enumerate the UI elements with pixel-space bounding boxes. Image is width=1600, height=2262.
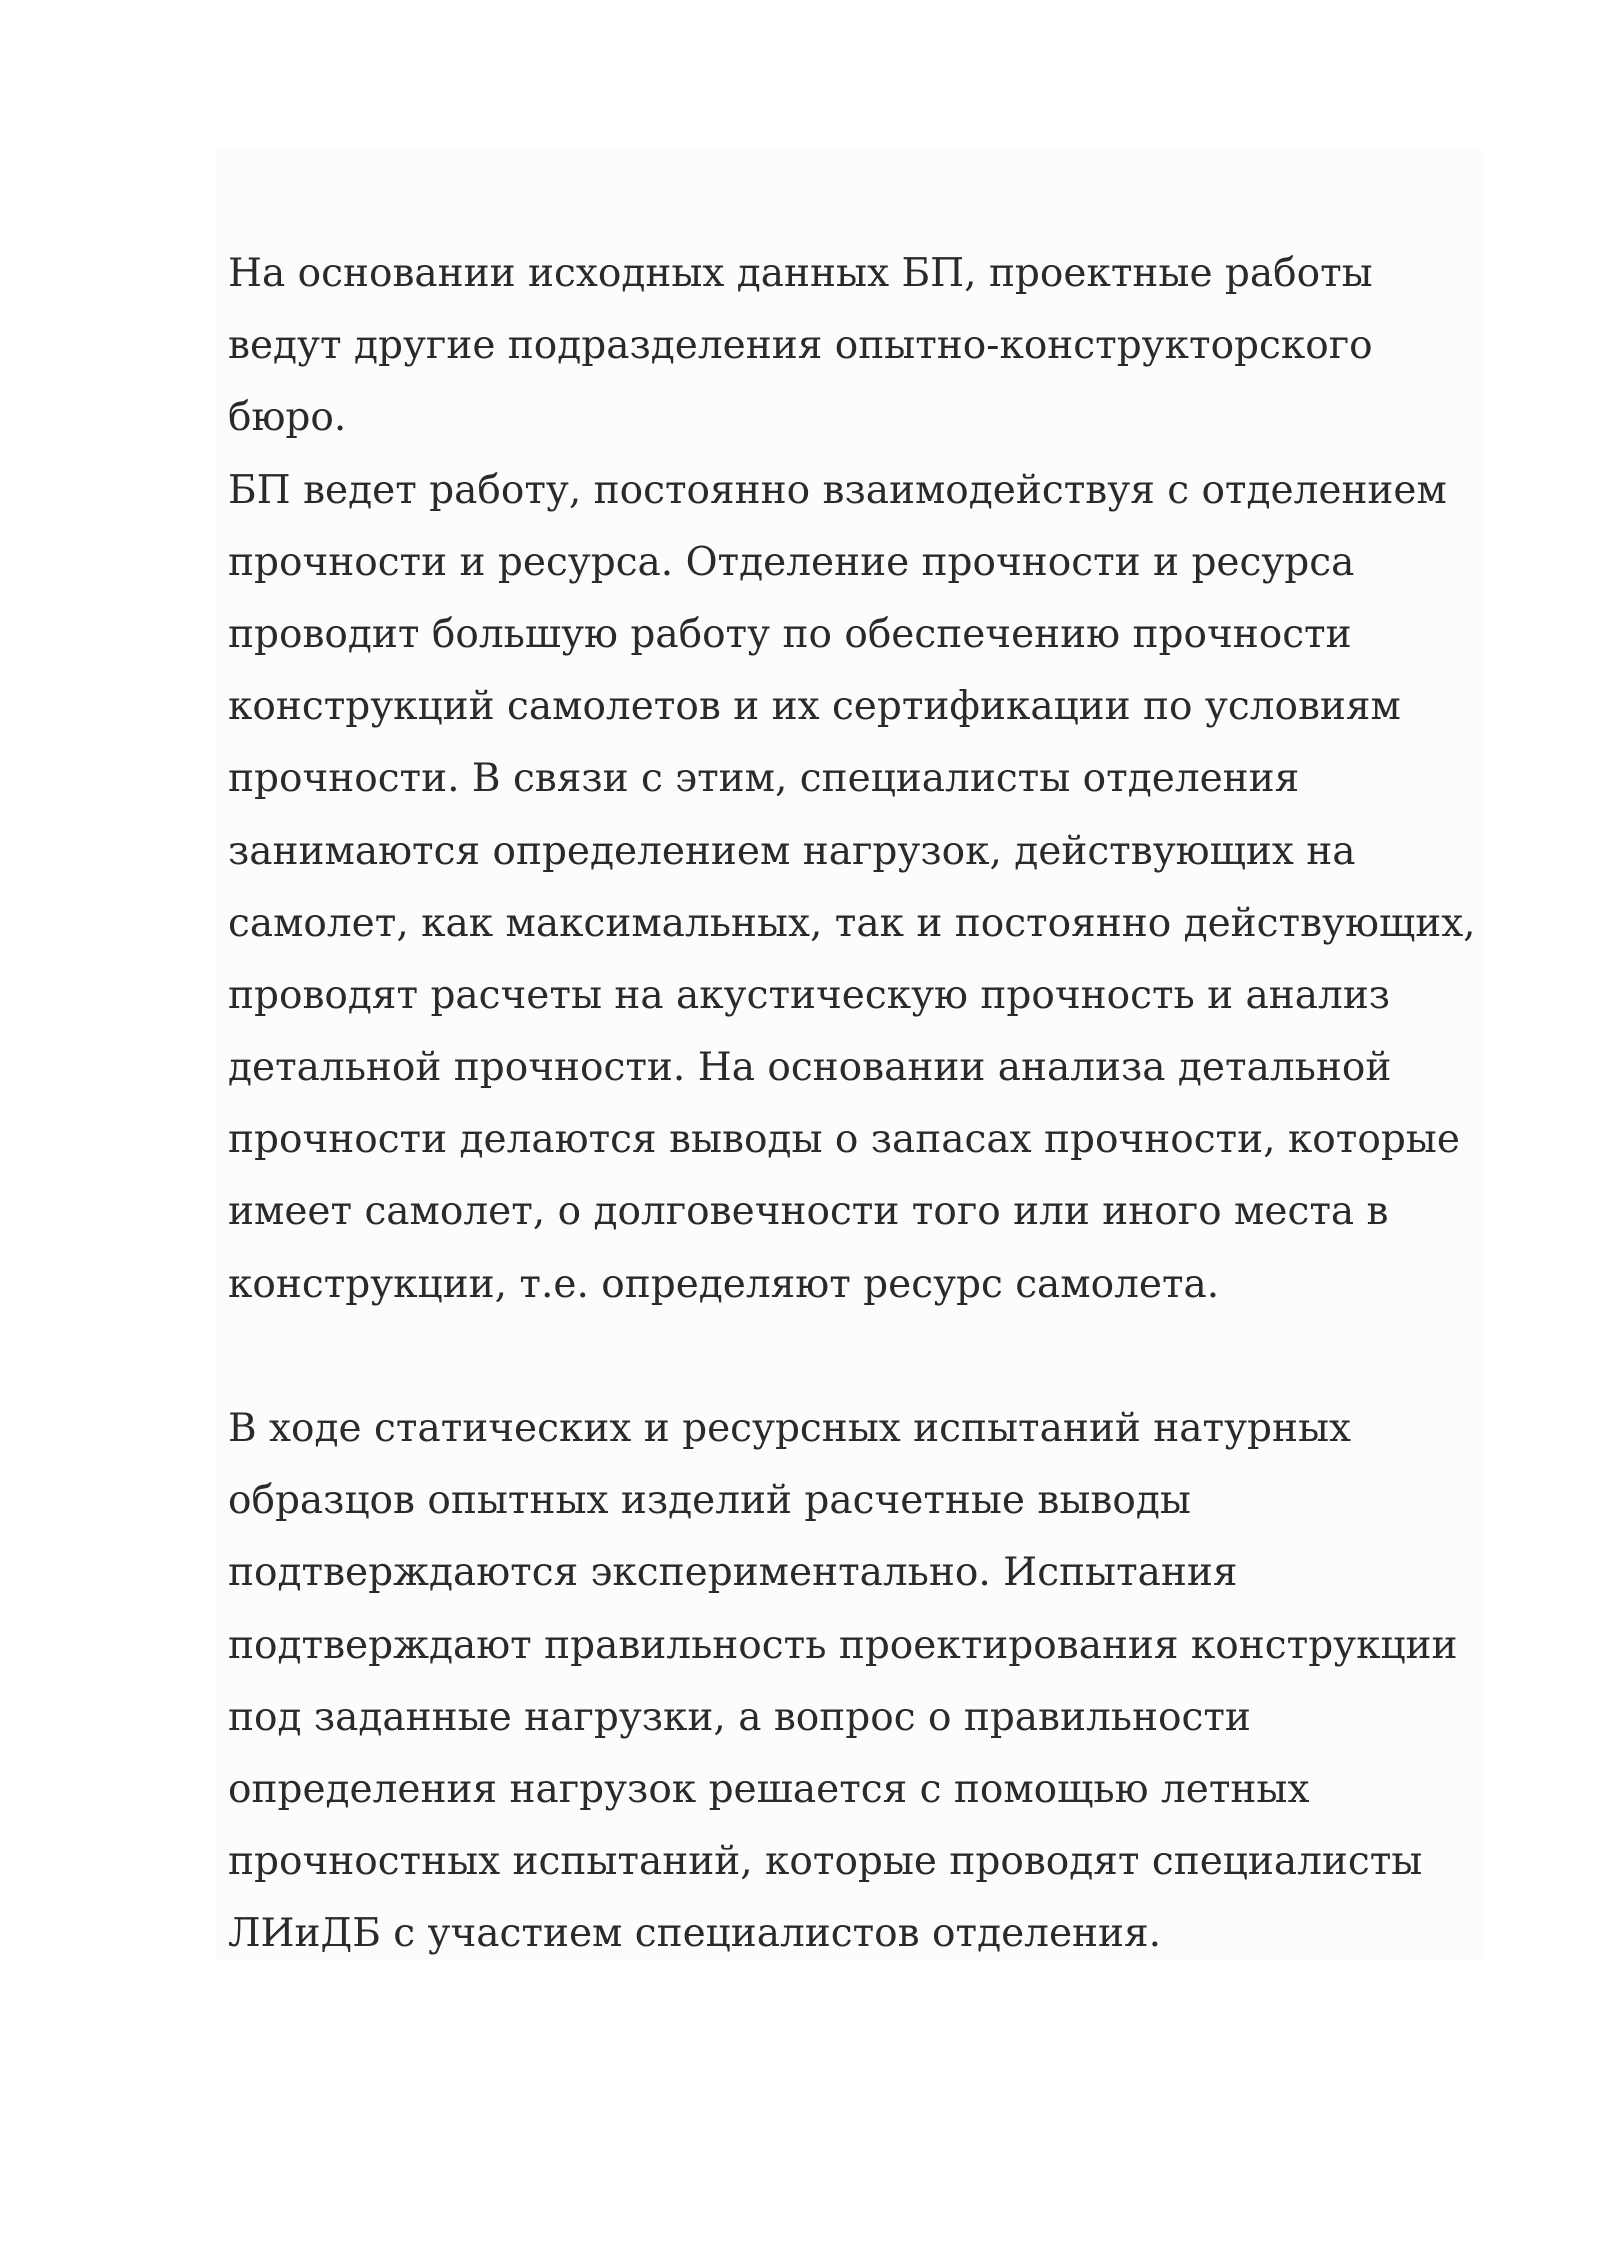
text-line: прочности делаются выводы о запасах прочности, которые bbox=[228, 1117, 1460, 1163]
text-line: имеет самолет, о долговечности того или иного места в bbox=[228, 1189, 1389, 1235]
text-line: самолет, как максимальных, так и постоянно действующих, bbox=[228, 900, 1476, 946]
text-line: В ходе статических и ресурсных испытаний натурных bbox=[228, 1406, 1352, 1451]
text-line: бюро. bbox=[228, 395, 347, 441]
text-line: под заданные нагрузки, а вопрос о правильности bbox=[228, 1694, 1251, 1740]
text-line: проводит большую работу по обеспечению прочности bbox=[228, 611, 1352, 657]
text-line: образцов опытных изделий расчетные выводы bbox=[228, 1478, 1191, 1524]
text-line: подтверждаются экспериментально. Испытания bbox=[228, 1550, 1238, 1596]
text-line: детальной прочности. На основании анализа детальной bbox=[228, 1045, 1392, 1091]
paragraph-2 bbox=[228, 455, 1488, 1321]
text-line: конструкций самолетов и их сертификации по условиям bbox=[228, 684, 1401, 730]
text-line: прочности и ресурса. Отделение прочности и ресурса bbox=[228, 539, 1355, 585]
text-line: занимаются определением нагрузок, действующих на bbox=[228, 828, 1356, 874]
text-line: конструкции, т.е. определяют ресурс самолета. bbox=[228, 1261, 1220, 1307]
paragraph-3 bbox=[228, 1393, 1488, 1971]
text-line: определения нагрузок решается с помощью летных bbox=[228, 1766, 1310, 1812]
text-line: подтверждают правильность проектирования конструкции bbox=[228, 1622, 1458, 1668]
text-line: БП ведет работу, постоянно взаимодействуя с отделением bbox=[228, 467, 1447, 513]
paragraph-gap bbox=[228, 1321, 1488, 1393]
document-body bbox=[228, 238, 1488, 1971]
text-line: На основании исходных данных БП, проектные работы bbox=[228, 251, 1373, 296]
text-line: ведут другие подразделения опытно-конструкторского bbox=[228, 323, 1373, 369]
paragraph-1 bbox=[228, 238, 1488, 455]
text-line: прочности. В связи с этим, специалисты отделения bbox=[228, 756, 1300, 802]
text-line: ЛИиДБ с участием специалистов отделения. bbox=[228, 1911, 1162, 1957]
text-line: проводят расчеты на акустическую прочность и анализ bbox=[228, 972, 1391, 1018]
text-line: прочностных испытаний, которые проводят специалисты bbox=[228, 1839, 1423, 1885]
